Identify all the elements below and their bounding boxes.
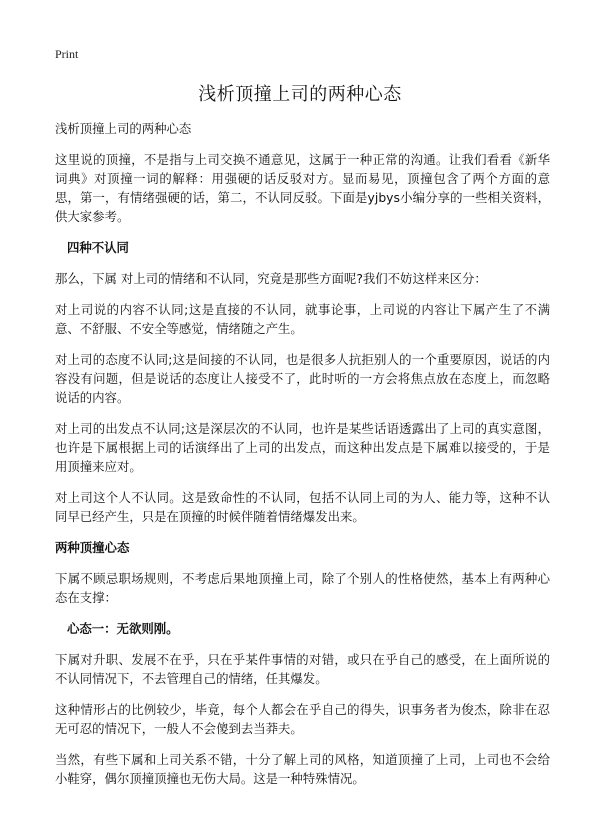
paragraph: 对上司的态度不认同;这是间接的不认同，也是很多人抗拒别人的一个重要原因，说话的内容没有问题，但是说话的态度让人接受不了，此时听的一方会将焦点放在态度上，而忽略说话的内容。 [55, 352, 550, 405]
print-link[interactable]: Print [55, 47, 79, 61]
paragraph: 下属对升职、发展不在乎，只在乎某件事情的对错，或只在乎自己的感受，在上面所说的不认同情况下，不去管理自己的情绪，任其爆发。 [55, 652, 550, 686]
article-body [55, 119, 550, 800]
paragraph: 对上司这个人不认同。这是致命性的不认同，包括不认同上司的为人、能力等，这种不认同早已经产生，只是在顶撞的时候伴随着情绪爆发出来。 [55, 490, 550, 524]
paragraph: 下属不顾忌职场规则，不考虑后果地顶撞上司，除了个别人的性格使然，基本上有两种心态在支撑： [55, 571, 550, 605]
paragraph: 那么，下属 对上司的情绪和不认同，究竟是那些方面呢?我们不妨这样来区分： [55, 271, 487, 286]
paragraph: 当然，有些下属和上司关系不错，十分了解上司的风格，知道顶撞了上司，上司也不会给小鞋穿，偶尔顶撞顶撞也无伤大局。这是一种特殊情况。 [55, 752, 550, 786]
paragraph: 对上司说的内容不认同;这是直接的不认同，就事论事，上司说的内容让下属产生了不满意、不舒服、不安全等感觉，情绪随之产生。 [55, 302, 550, 336]
paragraph: 这种情形占的比例较少，毕竟，每个人都会在乎自己的得失，识事务者为俊杰，除非在忍无可忍的情况下，一般人不会傻到去当莽夫。 [55, 702, 550, 736]
paragraph: 对上司的出发点不认同;这是深层次的不认同，也许是某些话语透露出了上司的真实意图，也许是下属根据上司的话演绎出了上司的出发点，而这种出发点是下属难以接受的，于是用顶撞来应对。 [55, 421, 550, 474]
section-heading: 心态一：无欲则刚。 [67, 621, 179, 636]
paragraph: 浅析顶撞上司的两种心态 [55, 121, 192, 136]
paragraph: 这里说的顶撞，不是指与上司交换不通意见，这属于一种正常的沟通。让我们看看《新华词典》对顶撞一词的解释：用强硬的话反驳对方。显而易见，顶撞包含了两个方面的意思，第一，有情绪强硬的话，第二，不认同反驳。下面是yjbys小编分享的一些相关资料，供大家参考。 [55, 152, 550, 224]
section-heading: 两种顶撞心态 [55, 540, 130, 555]
page-title: 浅析顶撞上司的两种心态 [198, 84, 402, 105]
section-heading: 四种不认同 [67, 240, 129, 255]
